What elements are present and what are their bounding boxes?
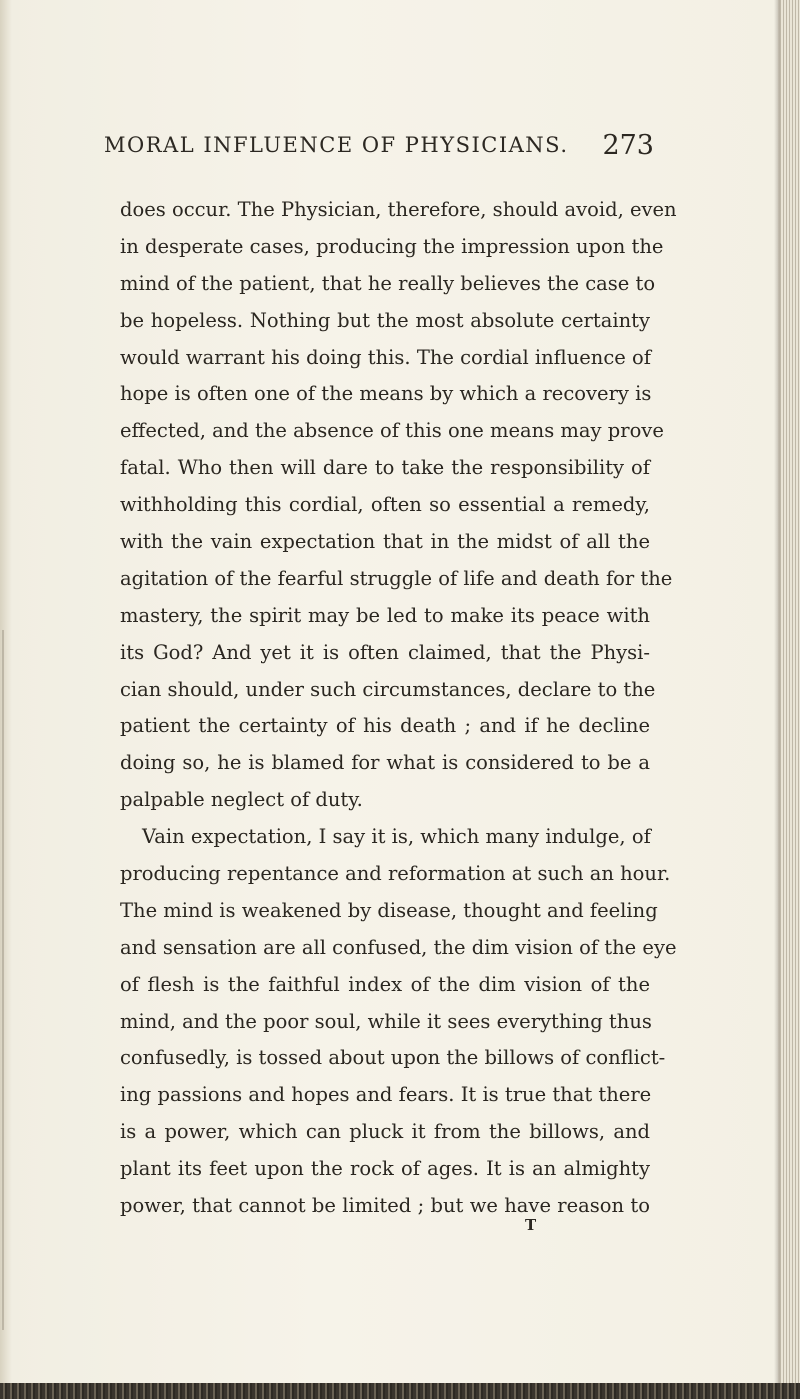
- text-line: its God? And yet it is often claimed, that the Physi-: [120, 640, 650, 664]
- page-edges: [778, 0, 800, 1399]
- page-number: 273: [602, 130, 654, 161]
- text-line: in desperate cases, producing the impression upon the: [120, 234, 664, 258]
- text-line: producing repentance and reformation at such an hour.: [120, 862, 671, 886]
- page-edge-shadow: [774, 0, 780, 1399]
- text-line: palpable neglect of duty.: [120, 788, 363, 812]
- text-line: mind, and the poor soul, while it sees everything thus: [120, 1009, 652, 1033]
- text-line: confusedly, is tossed about upon the billows of conflict-: [120, 1046, 666, 1070]
- text-line: hope is often one of the means by which a recovery is: [120, 382, 652, 406]
- text-line: The mind is weakened by disease, thought and feeling: [120, 898, 658, 922]
- text-line: plant its feet upon the rock of ages. It is an almighty: [120, 1157, 650, 1181]
- text-line: withholding this cordial, often so essential a remedy,: [120, 493, 650, 517]
- body-text: [120, 192, 677, 1225]
- text-line: would warrant his doing this. The cordial influence of: [120, 345, 651, 369]
- text-line: power, that cannot be limited ; but we have reason to: [120, 1194, 650, 1218]
- text-line: mind of the patient, that he really believes the case to: [120, 271, 656, 295]
- text-line: ing passions and hopes and fears. It is true that there: [120, 1083, 652, 1107]
- text-line: be hopeless. Nothing but the most absolute certainty: [120, 308, 650, 332]
- text-line: Vain expectation, I say it is, which many indulge, of: [142, 825, 651, 849]
- text-line: does occur. The Physician, therefore, should avoid, even: [120, 198, 677, 221]
- page-header: [104, 130, 656, 167]
- signature-mark: T: [525, 1216, 538, 1234]
- text-line: with the vain expectation that in the midst of all the: [120, 530, 650, 554]
- text-line: doing so, he is blamed for what is considered to be a: [120, 751, 650, 775]
- text-line: fatal. Who then will dare to take the responsibility of: [120, 456, 650, 480]
- text-line: is a power, which can pluck it from the billows, and: [120, 1120, 650, 1144]
- running-head: MORAL INFLUENCE OF PHYSICIANS.: [104, 133, 569, 157]
- text-line: of flesh is the faithful index of the dim vision of the: [120, 972, 650, 996]
- text-line: cian should, under such circumstances, declare to the: [120, 677, 656, 701]
- text-line: agitation of the fearful struggle of life and death for the: [120, 566, 673, 590]
- text-line: effected, and the absence of this one means may prove: [120, 419, 664, 443]
- text-line: and sensation are all confused, the dim vision of the eye: [120, 935, 677, 959]
- text-line: patient the certainty of his death ; and if he decline: [120, 714, 650, 738]
- gutter-line: [2, 630, 4, 1330]
- bottom-edge: [0, 1383, 800, 1399]
- text-line: mastery, the spirit may be led to make its peace with: [120, 603, 650, 627]
